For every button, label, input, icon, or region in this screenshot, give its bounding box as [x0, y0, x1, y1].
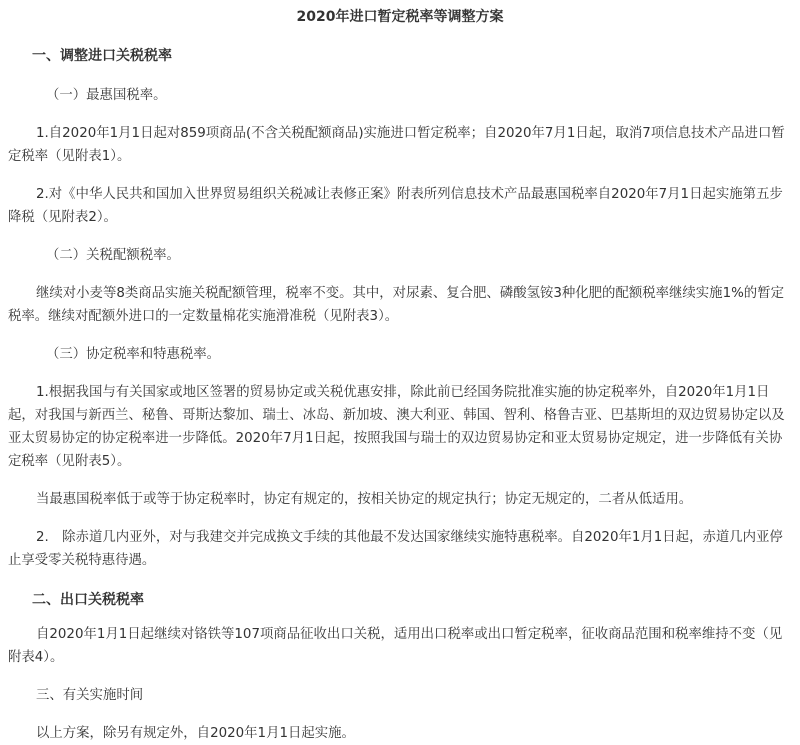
- paragraph-mfn-1: 1.自2020年1月1日起对859项商品(不含关税配额商品)实施进口暂定税率；自2020年7月1日起，取消7项信息技术产品进口暂定税率（见附表1）。: [8, 126, 785, 164]
- paragraph-special-preferential: 2. 除赤道几内亚外，对与我建交并完成换文手续的其他最不发达国家继续实施特惠税率。自2020年1月1日起，赤道几内亚停止享受零关税特惠待遇。: [8, 530, 783, 568]
- subsection-mfn: （一）最惠国税率。: [46, 88, 167, 103]
- section-heading-import-tariff: 一、调整进口关税税率: [32, 48, 172, 64]
- subsection-quota: （二）关税配额税率。: [46, 248, 180, 263]
- section-heading-effective-date: 三、有关实施时间: [36, 688, 144, 703]
- paragraph-agreement-note: 当最惠国税率低于或等于协定税率时，协定有规定的，按相关协定的规定执行；协定无规定的，二者从低适用。: [36, 492, 693, 507]
- section-heading-export-tariff: 二、出口关税税率: [32, 592, 144, 608]
- document-title: 2020年进口暂定税率等调整方案: [296, 9, 504, 25]
- paragraph-effective-date: 以上方案，除另有规定外，自2020年1月1日起实施。: [36, 726, 355, 741]
- paragraph-agreement-1: 1.根据我国与有关国家或地区签署的贸易协定或关税优惠安排，除此前已经国务院批准实施的协定税率外，自2020年1月1日起，对我国与新西兰、秘鲁、哥斯达黎加、瑞士、冰岛、新加坡、澳大利亚、韩国、智利、格鲁吉亚、巴基斯坦的双边贸易协定以及亚太贸易协定的协定税率进一步降低。2020年7月1日起，按照我国与瑞士的双边贸易协定和亚太贸易协定规定，进一步降低有关协定税率（见附表5）。: [8, 385, 785, 469]
- paragraph-quota: 继续对小麦等8类商品实施关税配额管理，税率不变。其中，对尿素、复合肥、磷酸氢铵3种化肥的配额税率继续实施1%的暂定税率。继续对配额外进口的一定数量棉花实施滑准税（见附表3）。: [8, 286, 784, 324]
- paragraph-mfn-2: 2.对《中华人民共和国加入世界贸易组织关税减让表修正案》附表所列信息技术产品最惠国税率自2020年7月1日起实施第五步降税（见附表2）。: [8, 187, 783, 225]
- paragraph-export: 自2020年1月1日起继续对铬铁等107项商品征收出口关税，适用出口税率或出口暂定税率，征收商品范围和税率维持不变（见附表4）。: [8, 627, 783, 665]
- subsection-agreement: （三）协定税率和特惠税率。: [46, 347, 221, 362]
